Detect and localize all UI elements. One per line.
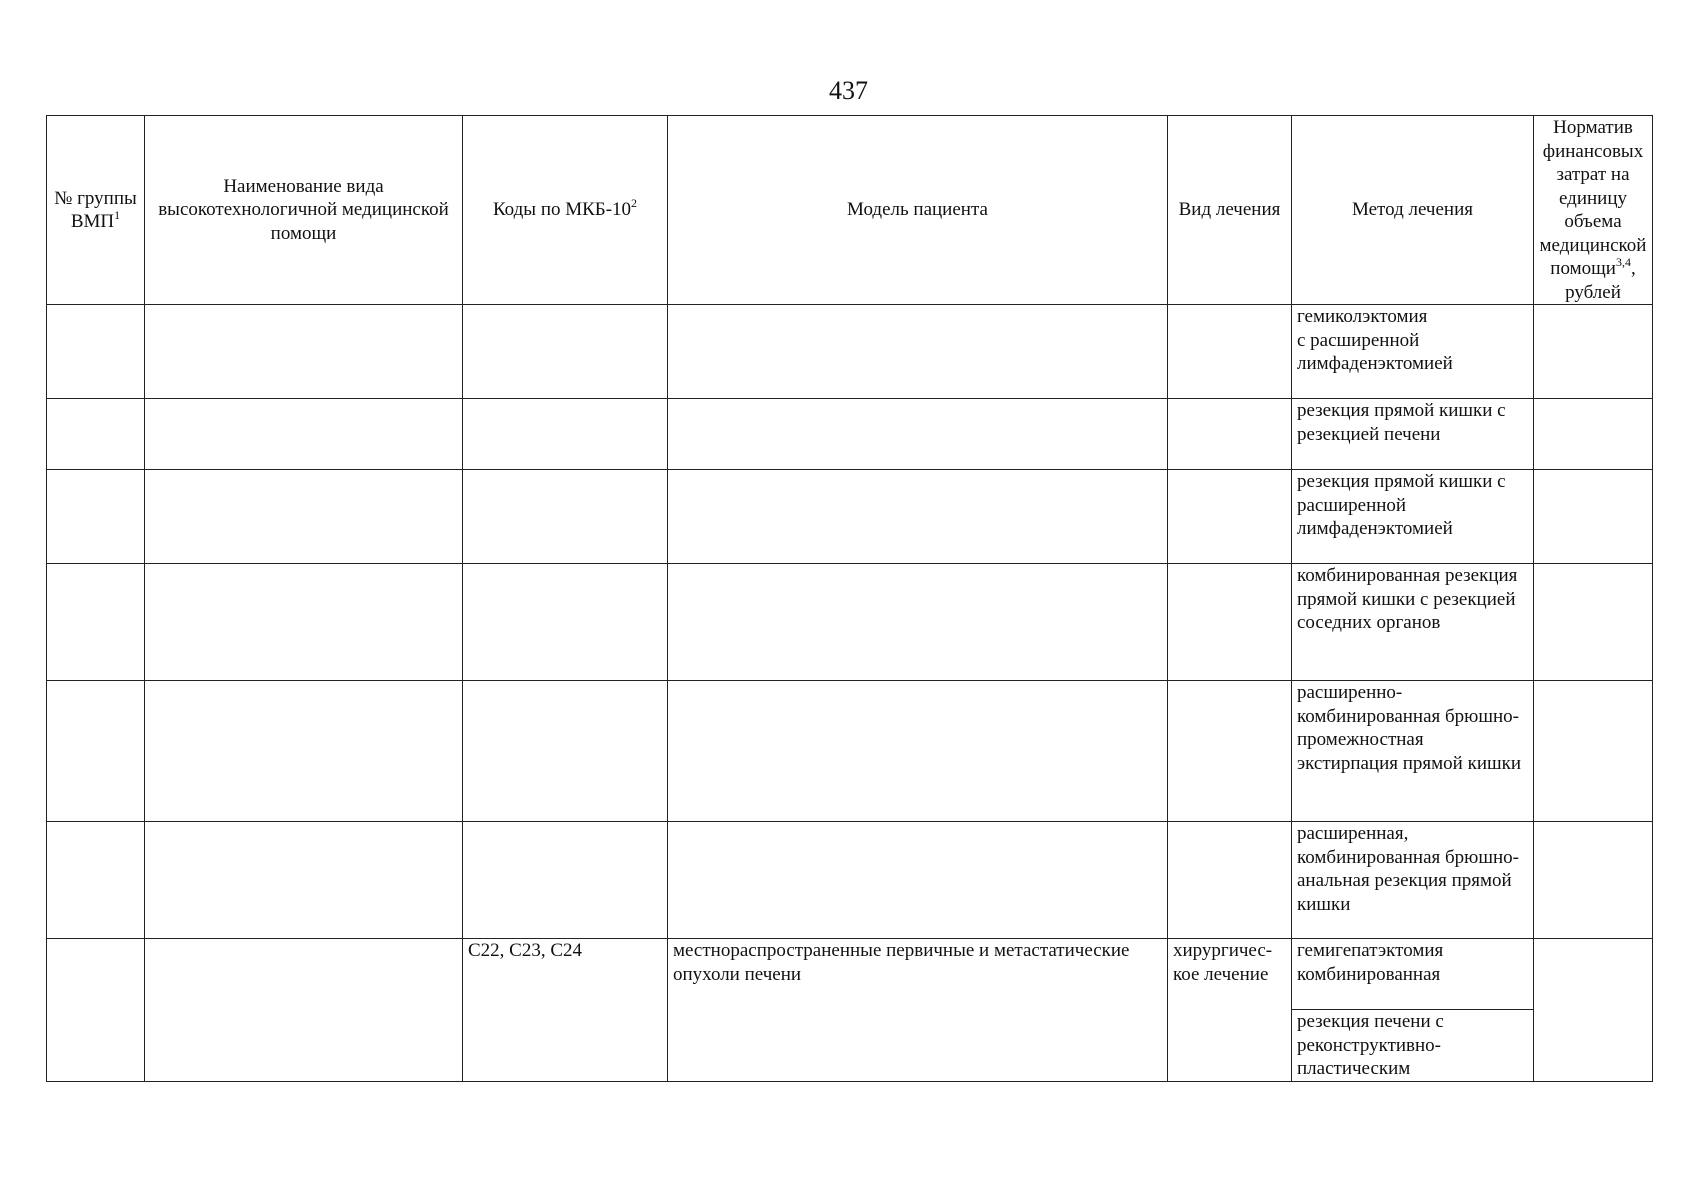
table-row: [47, 470, 1653, 564]
page-number: 437: [829, 76, 868, 105]
vmp-table: [46, 115, 1653, 1082]
header-cost-norm: Норматив финансовых затрат на единицу объема медицинской помощи$^{3,4}$, рублей: [1534, 116, 1653, 305]
method-cell: расширенно-комбинированная брюшно-промежностная экстирпация прямой кишки: [1292, 681, 1534, 822]
header-treatment-type: Вид лечения: [1168, 116, 1292, 305]
icd-codes-cell: C22, C23, C24: [463, 939, 668, 1082]
patient-model-cell: местнораспространенные первичные и метастатические опухоли печени: [668, 939, 1168, 1082]
method-cell: расширенная, комбинированная брюшно-анальная резекция прямой кишки: [1292, 822, 1534, 939]
method-cell: гемигепатэктомия комбинированная: [1292, 939, 1534, 1010]
header-care-name: Наименование вида высокотехнологичной медицинской помощи: [145, 116, 463, 305]
method-cell: резекция прямой кишки с резекцией печени: [1292, 399, 1534, 470]
method-cell: гемиколэктомия с расширенной лимфаденэктомией: [1292, 305, 1534, 399]
method-cell: резекция прямой кишки с расширенной лимфаденэктомией: [1292, 470, 1534, 564]
header-icd-codes: Коды по МКБ-$10^2$: [463, 116, 668, 305]
header-group-no: № группы ВМП$^1$: [47, 116, 145, 305]
header-patient-model: Модель пациента: [668, 116, 1168, 305]
header-treatment-method: Метод лечения: [1292, 116, 1534, 305]
table-row: [47, 399, 1653, 470]
table-row: [47, 564, 1653, 681]
table-header-row: [47, 116, 1653, 305]
method-cell: комбинированная резекция прямой кишки с резекцией соседних органов: [1292, 564, 1534, 681]
treatment-type-cell: хирургичес-кое лечение: [1168, 939, 1292, 1082]
table-row: [47, 822, 1653, 939]
table-row: [47, 939, 1653, 1010]
table-row: [47, 681, 1653, 822]
method-cell: резекция печени с реконструктивно-пластическим: [1292, 1010, 1534, 1082]
table-row: [47, 305, 1653, 399]
